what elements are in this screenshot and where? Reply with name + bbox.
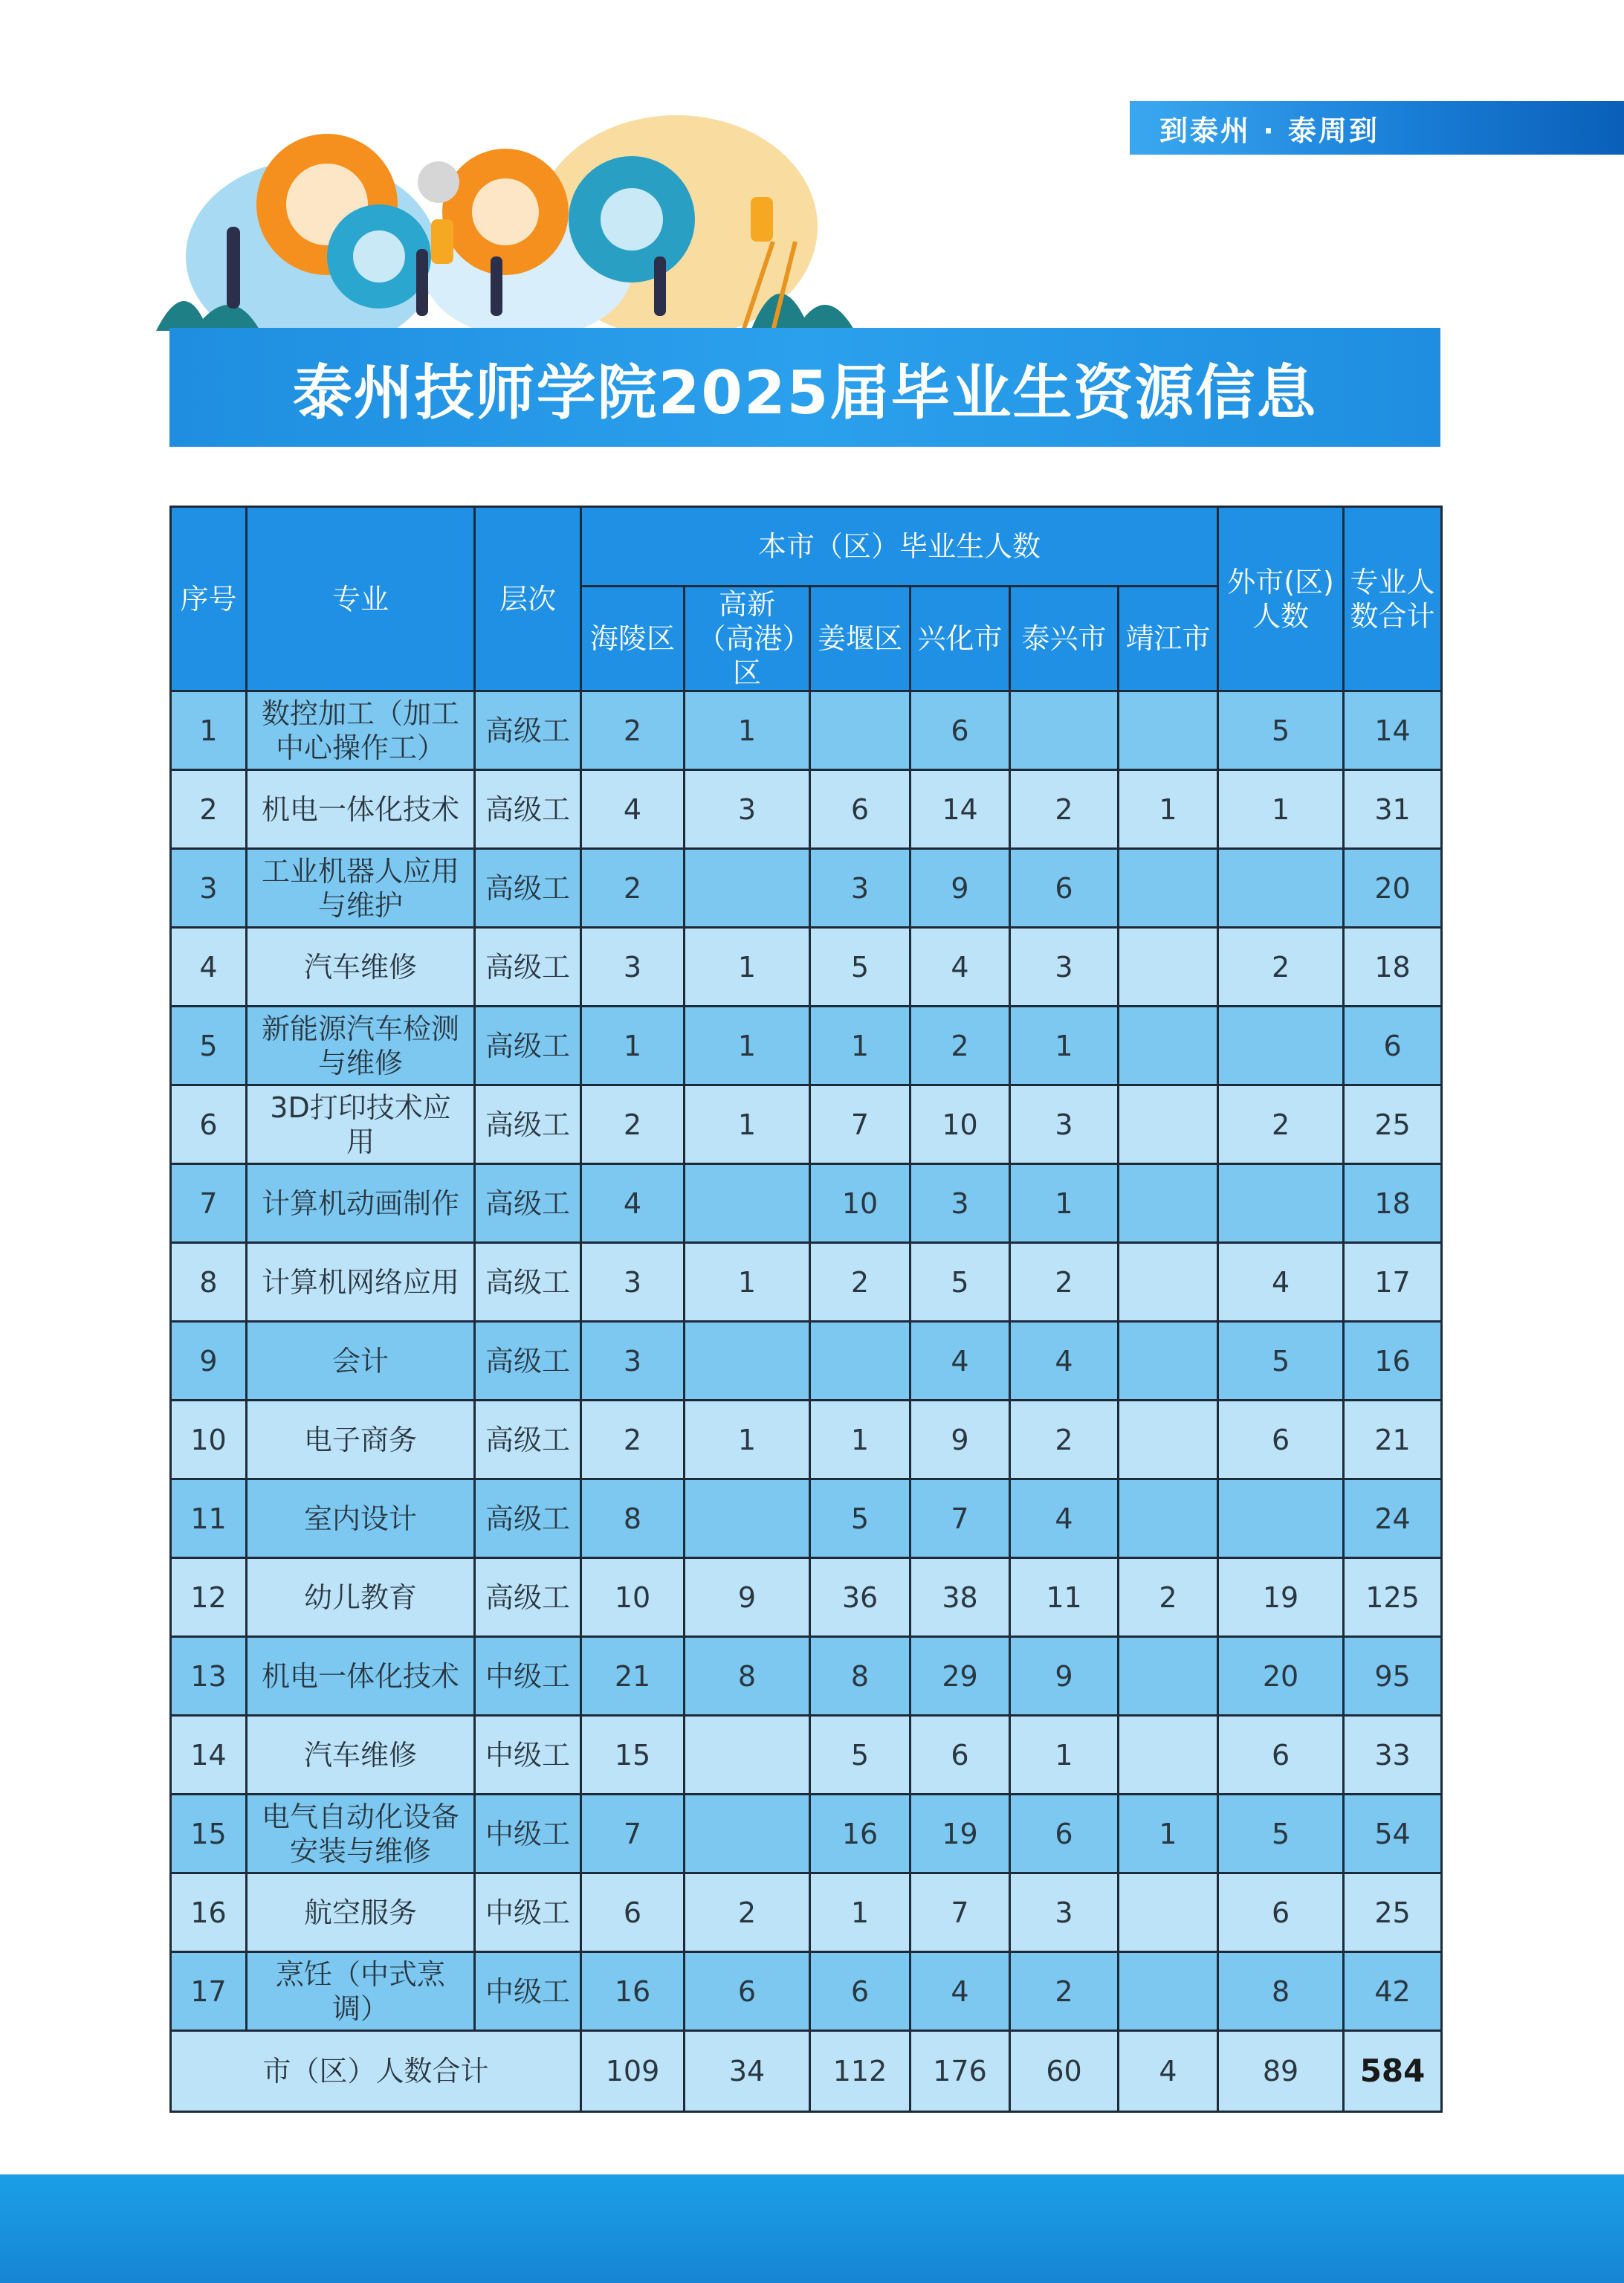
row-total: 6 — [1344, 1007, 1442, 1085]
row-district-count: 6 — [1010, 1795, 1119, 1873]
row-district-count: 2 — [581, 1085, 685, 1164]
row-major: 电子商务 — [247, 1401, 475, 1479]
row-district-count — [685, 1795, 810, 1873]
table-row — [171, 1007, 1442, 1085]
row-total: 95 — [1344, 1637, 1442, 1716]
row-seq: 5 — [171, 1007, 247, 1085]
row-district-count: 3 — [810, 849, 910, 928]
row-seq: 17 — [171, 1952, 247, 2031]
row-seq: 15 — [171, 1795, 247, 1873]
row-outside-count: 6 — [1218, 1716, 1344, 1795]
row-district-count: 1 — [685, 1401, 810, 1479]
row-district-count: 10 — [810, 1164, 910, 1243]
header-district: 海陵区 — [581, 587, 685, 691]
row-seq: 6 — [171, 1085, 247, 1164]
header-district: 靖江市 — [1119, 587, 1218, 691]
totals-district-count: 112 — [810, 2031, 910, 2112]
row-outside-count: 2 — [1218, 928, 1344, 1007]
table-row — [171, 1558, 1442, 1637]
row-seq: 3 — [171, 849, 247, 928]
row-district-count — [1119, 1085, 1218, 1164]
row-district-count — [810, 1322, 910, 1401]
row-major: 3D打印技术应用 — [247, 1085, 475, 1164]
footer-bar — [0, 2174, 1624, 2283]
row-district-count: 3 — [581, 1322, 685, 1401]
row-district-count: 3 — [581, 928, 685, 1007]
row-district-count — [685, 1716, 810, 1795]
table-row — [171, 1243, 1442, 1322]
row-district-count — [1119, 928, 1218, 1007]
row-seq: 10 — [171, 1401, 247, 1479]
row-total: 25 — [1344, 1085, 1442, 1164]
gears-illustration — [141, 108, 877, 331]
header-outside: 外市(区)人数 — [1218, 507, 1344, 691]
row-level: 高级工 — [475, 1085, 581, 1164]
row-district-count — [685, 1164, 810, 1243]
row-seq: 1 — [171, 691, 247, 770]
header-district: 高新（高港）区 — [685, 587, 810, 691]
row-outside-count: 6 — [1218, 1401, 1344, 1479]
row-district-count: 6 — [810, 770, 910, 849]
row-district-count: 1 — [1010, 1716, 1119, 1795]
row-district-count: 16 — [581, 1952, 685, 2031]
row-level: 高级工 — [475, 928, 581, 1007]
header-district: 姜堰区 — [810, 587, 910, 691]
row-district-count — [1119, 1322, 1218, 1401]
row-district-count: 2 — [810, 1243, 910, 1322]
row-district-count: 2 — [581, 1401, 685, 1479]
row-seq: 11 — [171, 1479, 247, 1558]
row-district-count: 1 — [1119, 1795, 1218, 1873]
row-district-count: 4 — [1010, 1479, 1119, 1558]
row-district-count — [685, 1322, 810, 1401]
row-level: 高级工 — [475, 1479, 581, 1558]
row-district-count — [1119, 849, 1218, 928]
row-district-count: 2 — [1119, 1558, 1218, 1637]
row-level: 高级工 — [475, 1007, 581, 1085]
row-major: 计算机动画制作 — [247, 1164, 475, 1243]
totals-district-count: 34 — [685, 2031, 810, 2112]
totals-row — [171, 2031, 1442, 2112]
table-row — [171, 1873, 1442, 1952]
row-district-count: 2 — [1010, 1952, 1119, 2031]
row-district-count: 15 — [581, 1716, 685, 1795]
row-outside-count: 8 — [1218, 1952, 1344, 2031]
header-level: 层次 — [475, 507, 581, 691]
totals-district-count: 4 — [1119, 2031, 1218, 2112]
totals-district-count: 109 — [581, 2031, 685, 2112]
row-total: 42 — [1344, 1952, 1442, 2031]
row-major: 新能源汽车检测与维修 — [247, 1007, 475, 1085]
row-district-count: 8 — [810, 1637, 910, 1716]
row-seq: 13 — [171, 1637, 247, 1716]
row-district-count: 2 — [581, 691, 685, 770]
row-district-count: 8 — [581, 1479, 685, 1558]
row-outside-count: 5 — [1218, 691, 1344, 770]
row-seq: 16 — [171, 1873, 247, 1952]
row-level: 高级工 — [475, 1558, 581, 1637]
table-row — [171, 1795, 1442, 1873]
table-row — [171, 928, 1442, 1007]
slogan-tag: 到泰州 · 泰周到 — [1130, 101, 1624, 155]
row-seq: 12 — [171, 1558, 247, 1637]
row-total: 18 — [1344, 1164, 1442, 1243]
row-district-count — [685, 1479, 810, 1558]
row-district-count: 10 — [910, 1085, 1010, 1164]
row-district-count: 2 — [1010, 1401, 1119, 1479]
row-district-count: 1 — [685, 1007, 810, 1085]
table-row — [171, 1479, 1442, 1558]
row-outside-count: 5 — [1218, 1795, 1344, 1873]
header-district: 泰兴市 — [1010, 587, 1119, 691]
table-row — [171, 1952, 1442, 2031]
totals-district-count: 176 — [910, 2031, 1010, 2112]
row-district-count: 4 — [910, 928, 1010, 1007]
table-row — [171, 1637, 1442, 1716]
row-level: 高级工 — [475, 1322, 581, 1401]
row-district-count: 5 — [810, 1479, 910, 1558]
row-level: 高级工 — [475, 691, 581, 770]
row-major: 幼儿教育 — [247, 1558, 475, 1637]
row-district-count: 5 — [810, 928, 910, 1007]
row-total: 17 — [1344, 1243, 1442, 1322]
row-district-count: 19 — [910, 1795, 1010, 1873]
row-outside-count — [1218, 1007, 1344, 1085]
row-district-count: 1 — [685, 1243, 810, 1322]
row-district-count: 1 — [810, 1873, 910, 1952]
row-major: 机电一体化技术 — [247, 770, 475, 849]
row-district-count: 6 — [1010, 849, 1119, 928]
row-district-count: 16 — [810, 1795, 910, 1873]
table-row — [171, 1322, 1442, 1401]
row-outside-count: 5 — [1218, 1322, 1344, 1401]
table-row — [171, 1085, 1442, 1164]
row-level: 高级工 — [475, 849, 581, 928]
table-row — [171, 1164, 1442, 1243]
row-district-count: 11 — [1010, 1558, 1119, 1637]
row-seq: 4 — [171, 928, 247, 1007]
row-level: 高级工 — [475, 770, 581, 849]
row-outside-count: 6 — [1218, 1873, 1344, 1952]
row-district-count: 1 — [1119, 770, 1218, 849]
row-district-count: 7 — [581, 1795, 685, 1873]
row-outside-count: 4 — [1218, 1243, 1344, 1322]
row-district-count: 2 — [685, 1873, 810, 1952]
row-outside-count: 20 — [1218, 1637, 1344, 1716]
row-district-count: 1 — [581, 1007, 685, 1085]
row-district-count — [1119, 1873, 1218, 1952]
table-row — [171, 1401, 1442, 1479]
row-district-count: 6 — [910, 1716, 1010, 1795]
row-level: 中级工 — [475, 1873, 581, 1952]
totals-district-count: 60 — [1010, 2031, 1119, 2112]
row-level: 中级工 — [475, 1637, 581, 1716]
row-level: 中级工 — [475, 1716, 581, 1795]
row-district-count: 3 — [1010, 928, 1119, 1007]
row-total: 14 — [1344, 691, 1442, 770]
row-district-count — [1119, 1164, 1218, 1243]
row-district-count: 3 — [685, 770, 810, 849]
header-seq: 序号 — [171, 507, 247, 691]
row-district-count: 7 — [910, 1873, 1010, 1952]
row-level: 高级工 — [475, 1243, 581, 1322]
row-total: 16 — [1344, 1322, 1442, 1401]
row-district-count — [685, 849, 810, 928]
row-district-count — [1119, 1401, 1218, 1479]
row-level: 高级工 — [475, 1401, 581, 1479]
graduates-table — [169, 506, 1443, 2113]
row-level: 高级工 — [475, 1164, 581, 1243]
row-outside-count: 1 — [1218, 770, 1344, 849]
row-major: 电气自动化设备安装与维修 — [247, 1795, 475, 1873]
row-district-count: 3 — [1010, 1085, 1119, 1164]
row-district-count: 1 — [1010, 1164, 1119, 1243]
row-district-count — [1119, 1637, 1218, 1716]
row-district-count: 3 — [1010, 1873, 1119, 1952]
row-district-count: 6 — [910, 691, 1010, 770]
header-district: 兴化市 — [910, 587, 1010, 691]
row-district-count: 4 — [581, 1164, 685, 1243]
row-district-count: 14 — [910, 770, 1010, 849]
table-row — [171, 770, 1442, 849]
row-district-count: 5 — [910, 1243, 1010, 1322]
row-outside-count — [1218, 1479, 1344, 1558]
header-local-group: 本市（区）毕业生人数 — [581, 507, 1218, 587]
row-outside-count: 19 — [1218, 1558, 1344, 1637]
row-district-count: 4 — [910, 1952, 1010, 2031]
row-level: 中级工 — [475, 1952, 581, 2031]
row-major: 工业机器人应用与维护 — [247, 849, 475, 928]
row-district-count: 7 — [810, 1085, 910, 1164]
row-outside-count — [1218, 1164, 1344, 1243]
row-district-count: 9 — [1010, 1637, 1119, 1716]
row-district-count: 3 — [581, 1243, 685, 1322]
page-title: 泰州技师学院2025届毕业生资源信息 — [292, 358, 1318, 427]
row-district-count: 1 — [685, 691, 810, 770]
header-major: 专业 — [247, 507, 475, 691]
row-major: 汽车维修 — [247, 1716, 475, 1795]
row-district-count: 4 — [1010, 1322, 1119, 1401]
row-total: 125 — [1344, 1558, 1442, 1637]
grand-total: 584 — [1344, 2031, 1442, 2112]
table-row — [171, 849, 1442, 928]
row-district-count: 2 — [1010, 770, 1119, 849]
row-seq: 9 — [171, 1322, 247, 1401]
row-district-count — [810, 691, 910, 770]
row-district-count — [1119, 1243, 1218, 1322]
row-outside-count — [1218, 849, 1344, 928]
row-outside-count: 2 — [1218, 1085, 1344, 1164]
row-district-count: 7 — [910, 1479, 1010, 1558]
row-major: 机电一体化技术 — [247, 1637, 475, 1716]
row-district-count — [1119, 1952, 1218, 2031]
row-district-count: 38 — [910, 1558, 1010, 1637]
row-district-count — [1119, 1479, 1218, 1558]
row-district-count: 9 — [685, 1558, 810, 1637]
row-seq: 8 — [171, 1243, 247, 1322]
row-major: 汽车维修 — [247, 928, 475, 1007]
row-district-count: 2 — [910, 1007, 1010, 1085]
row-total: 24 — [1344, 1479, 1442, 1558]
row-major: 数控加工（加工中心操作工） — [247, 691, 475, 770]
row-total: 18 — [1344, 928, 1442, 1007]
row-level: 中级工 — [475, 1795, 581, 1873]
row-district-count: 3 — [910, 1164, 1010, 1243]
row-district-count: 21 — [581, 1637, 685, 1716]
row-total: 33 — [1344, 1716, 1442, 1795]
table-row — [171, 691, 1442, 770]
row-district-count: 2 — [581, 849, 685, 928]
row-district-count: 1 — [810, 1401, 910, 1479]
row-district-count: 5 — [810, 1716, 910, 1795]
header-total: 专业人数合计 — [1344, 507, 1442, 691]
row-major: 烹饪（中式烹调） — [247, 1952, 475, 2031]
row-district-count: 8 — [685, 1637, 810, 1716]
row-district-count: 9 — [910, 849, 1010, 928]
row-district-count: 36 — [810, 1558, 910, 1637]
row-district-count — [1119, 691, 1218, 770]
row-major: 室内设计 — [247, 1479, 475, 1558]
row-district-count: 4 — [581, 770, 685, 849]
totals-label: 市（区）人数合计 — [171, 2031, 581, 2112]
row-district-count: 1 — [1010, 1007, 1119, 1085]
row-district-count: 6 — [810, 1952, 910, 2031]
row-district-count: 2 — [1010, 1243, 1119, 1322]
row-total: 21 — [1344, 1401, 1442, 1479]
row-district-count: 6 — [581, 1873, 685, 1952]
row-total: 20 — [1344, 849, 1442, 928]
row-district-count: 9 — [910, 1401, 1010, 1479]
row-district-count: 6 — [685, 1952, 810, 2031]
row-seq: 14 — [171, 1716, 247, 1795]
row-major: 计算机网络应用 — [247, 1243, 475, 1322]
row-district-count — [1119, 1007, 1218, 1085]
row-total: 25 — [1344, 1873, 1442, 1952]
row-district-count — [1119, 1716, 1218, 1795]
row-seq: 2 — [171, 770, 247, 849]
row-total: 31 — [1344, 770, 1442, 849]
row-district-count: 1 — [810, 1007, 910, 1085]
row-major: 会计 — [247, 1322, 475, 1401]
row-district-count: 10 — [581, 1558, 685, 1637]
row-district-count: 29 — [910, 1637, 1010, 1716]
row-district-count: 1 — [685, 928, 810, 1007]
row-district-count — [1010, 691, 1119, 770]
totals-outside-count: 89 — [1218, 2031, 1344, 2112]
table-row — [171, 1716, 1442, 1795]
row-seq: 7 — [171, 1164, 247, 1243]
row-major: 航空服务 — [247, 1873, 475, 1952]
title-banner — [169, 328, 1440, 447]
row-total: 54 — [1344, 1795, 1442, 1873]
row-district-count: 4 — [910, 1322, 1010, 1401]
row-district-count: 1 — [685, 1085, 810, 1164]
